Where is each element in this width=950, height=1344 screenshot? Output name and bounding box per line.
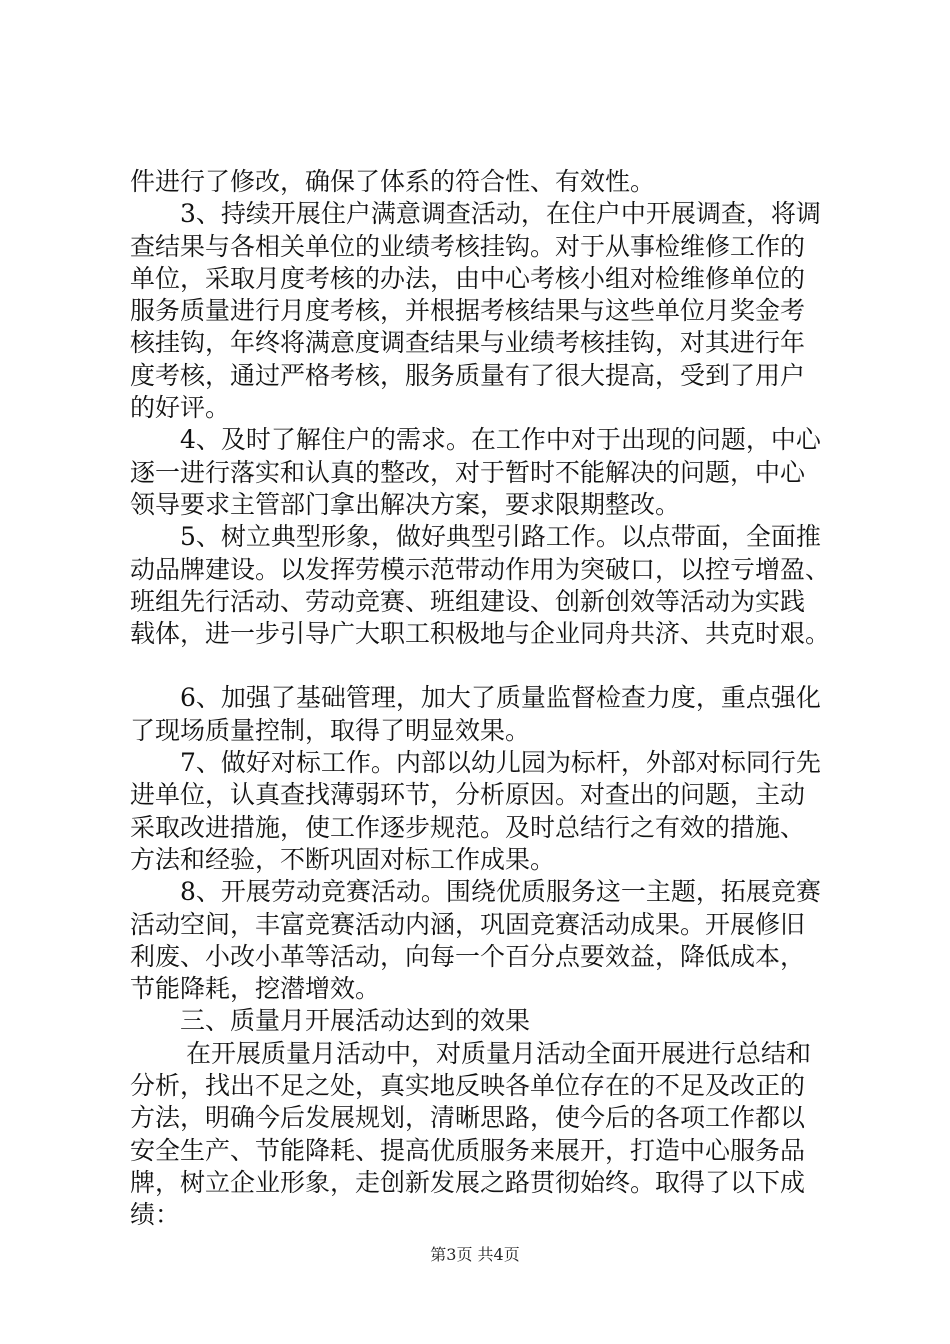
text-line: 活动空间，丰富竞赛活动内涵，巩固竞赛活动成果。开展修旧 <box>130 909 806 939</box>
text-line: 安全生产、节能降耗、提高优质服务来展开，打造中心服务品 <box>130 1135 806 1165</box>
text-block-part1 <box>130 166 850 650</box>
text-line: 3、持续开展住户满意调查活动，在住户中开展调查，将调 <box>180 199 821 229</box>
text-line: 动品牌建设。以发挥劳模示范带动作用为突破口，以控亏增盈、 <box>130 554 831 584</box>
text-line: 分析，找出不足之处，真实地反映各单位存在的不足及改正的 <box>130 1071 806 1101</box>
text-line: 班组先行活动、劳动竞赛、班组建设、创新创效等活动为实践 <box>130 586 806 616</box>
text-line: 件进行了修改，确保了体系的符合性、有效性。 <box>130 167 656 196</box>
document-body <box>130 166 850 1232</box>
text-line: 单位，采取月度考核的办法，由中心考核小组对检维修单位的 <box>130 263 806 293</box>
text-line: 方法，明确今后发展规划，清晰思路，使今后的各项工作都以 <box>130 1103 806 1133</box>
page-footer: 第3页 共4页 <box>430 1245 520 1264</box>
text-line: 6、加强了基础管理，加大了质量监督检查力度，重点强化 <box>180 683 821 713</box>
text-line: 8、开展劳动竞赛活动。围绕优质服务这一主题，拓展竞赛 <box>180 877 821 907</box>
text-line: 的好评。 <box>130 393 231 423</box>
text-line: 牌，树立企业形象，走创新发展之路贯彻始终。取得了以下成 <box>130 1167 806 1197</box>
text-line: 三、质量月开展活动达到的效果 <box>180 1006 531 1036</box>
text-line: 绩： <box>130 1200 181 1230</box>
text-line: 度考核，通过严格考核，服务质量有了很大提高，受到了用户 <box>130 360 806 390</box>
text-line: 逐一进行落实和认真的整改，对于暂时不能解决的问题，中心 <box>130 457 806 487</box>
text-line: 载体，进一步引导广大职工积极地与企业同舟共济、共克时艰。 <box>130 619 831 649</box>
text-line: 在开展质量月活动中，对质量月活动全面开展进行总结和 <box>186 1038 812 1068</box>
text-line: 方法和经验，不断巩固对标工作成果。 <box>130 844 556 874</box>
text-line: 查结果与各相关单位的业绩考核挂钩。对于从事检维修工作的 <box>130 231 806 261</box>
text-line: 5、树立典型形象，做好典型引路工作。以点带面，全面推 <box>180 522 821 552</box>
text-line: 利废、小改小革等活动，向每一个百分点要效益，降低成本， <box>130 941 806 971</box>
text-line: 采取改进措施，使工作逐步规范。及时总结行之有效的措施、 <box>130 812 806 842</box>
paragraph-gap <box>130 650 850 682</box>
text-line: 服务质量进行月度考核，并根据考核结果与这些单位月奖金考 <box>130 296 806 326</box>
text-line: 领导要求主管部门拿出解决方案，要求限期整改。 <box>130 489 681 519</box>
text-block-part2 <box>130 682 850 1231</box>
text-line: 7、做好对标工作。内部以幼儿园为标杆，外部对标同行先 <box>180 748 821 778</box>
text-line: 核挂钩，年终将满意度调查结果与业绩考核挂钩，对其进行年 <box>130 328 806 358</box>
text-line: 了现场质量控制，取得了明显效果。 <box>130 715 531 745</box>
text-line: 进单位，认真查找薄弱环节，分析原因。对查出的问题，主动 <box>130 780 806 810</box>
text-line: 4、及时了解住户的需求。在工作中对于出现的问题，中心 <box>180 425 821 455</box>
text-line: 节能降耗，挖潜增效。 <box>130 974 381 1004</box>
